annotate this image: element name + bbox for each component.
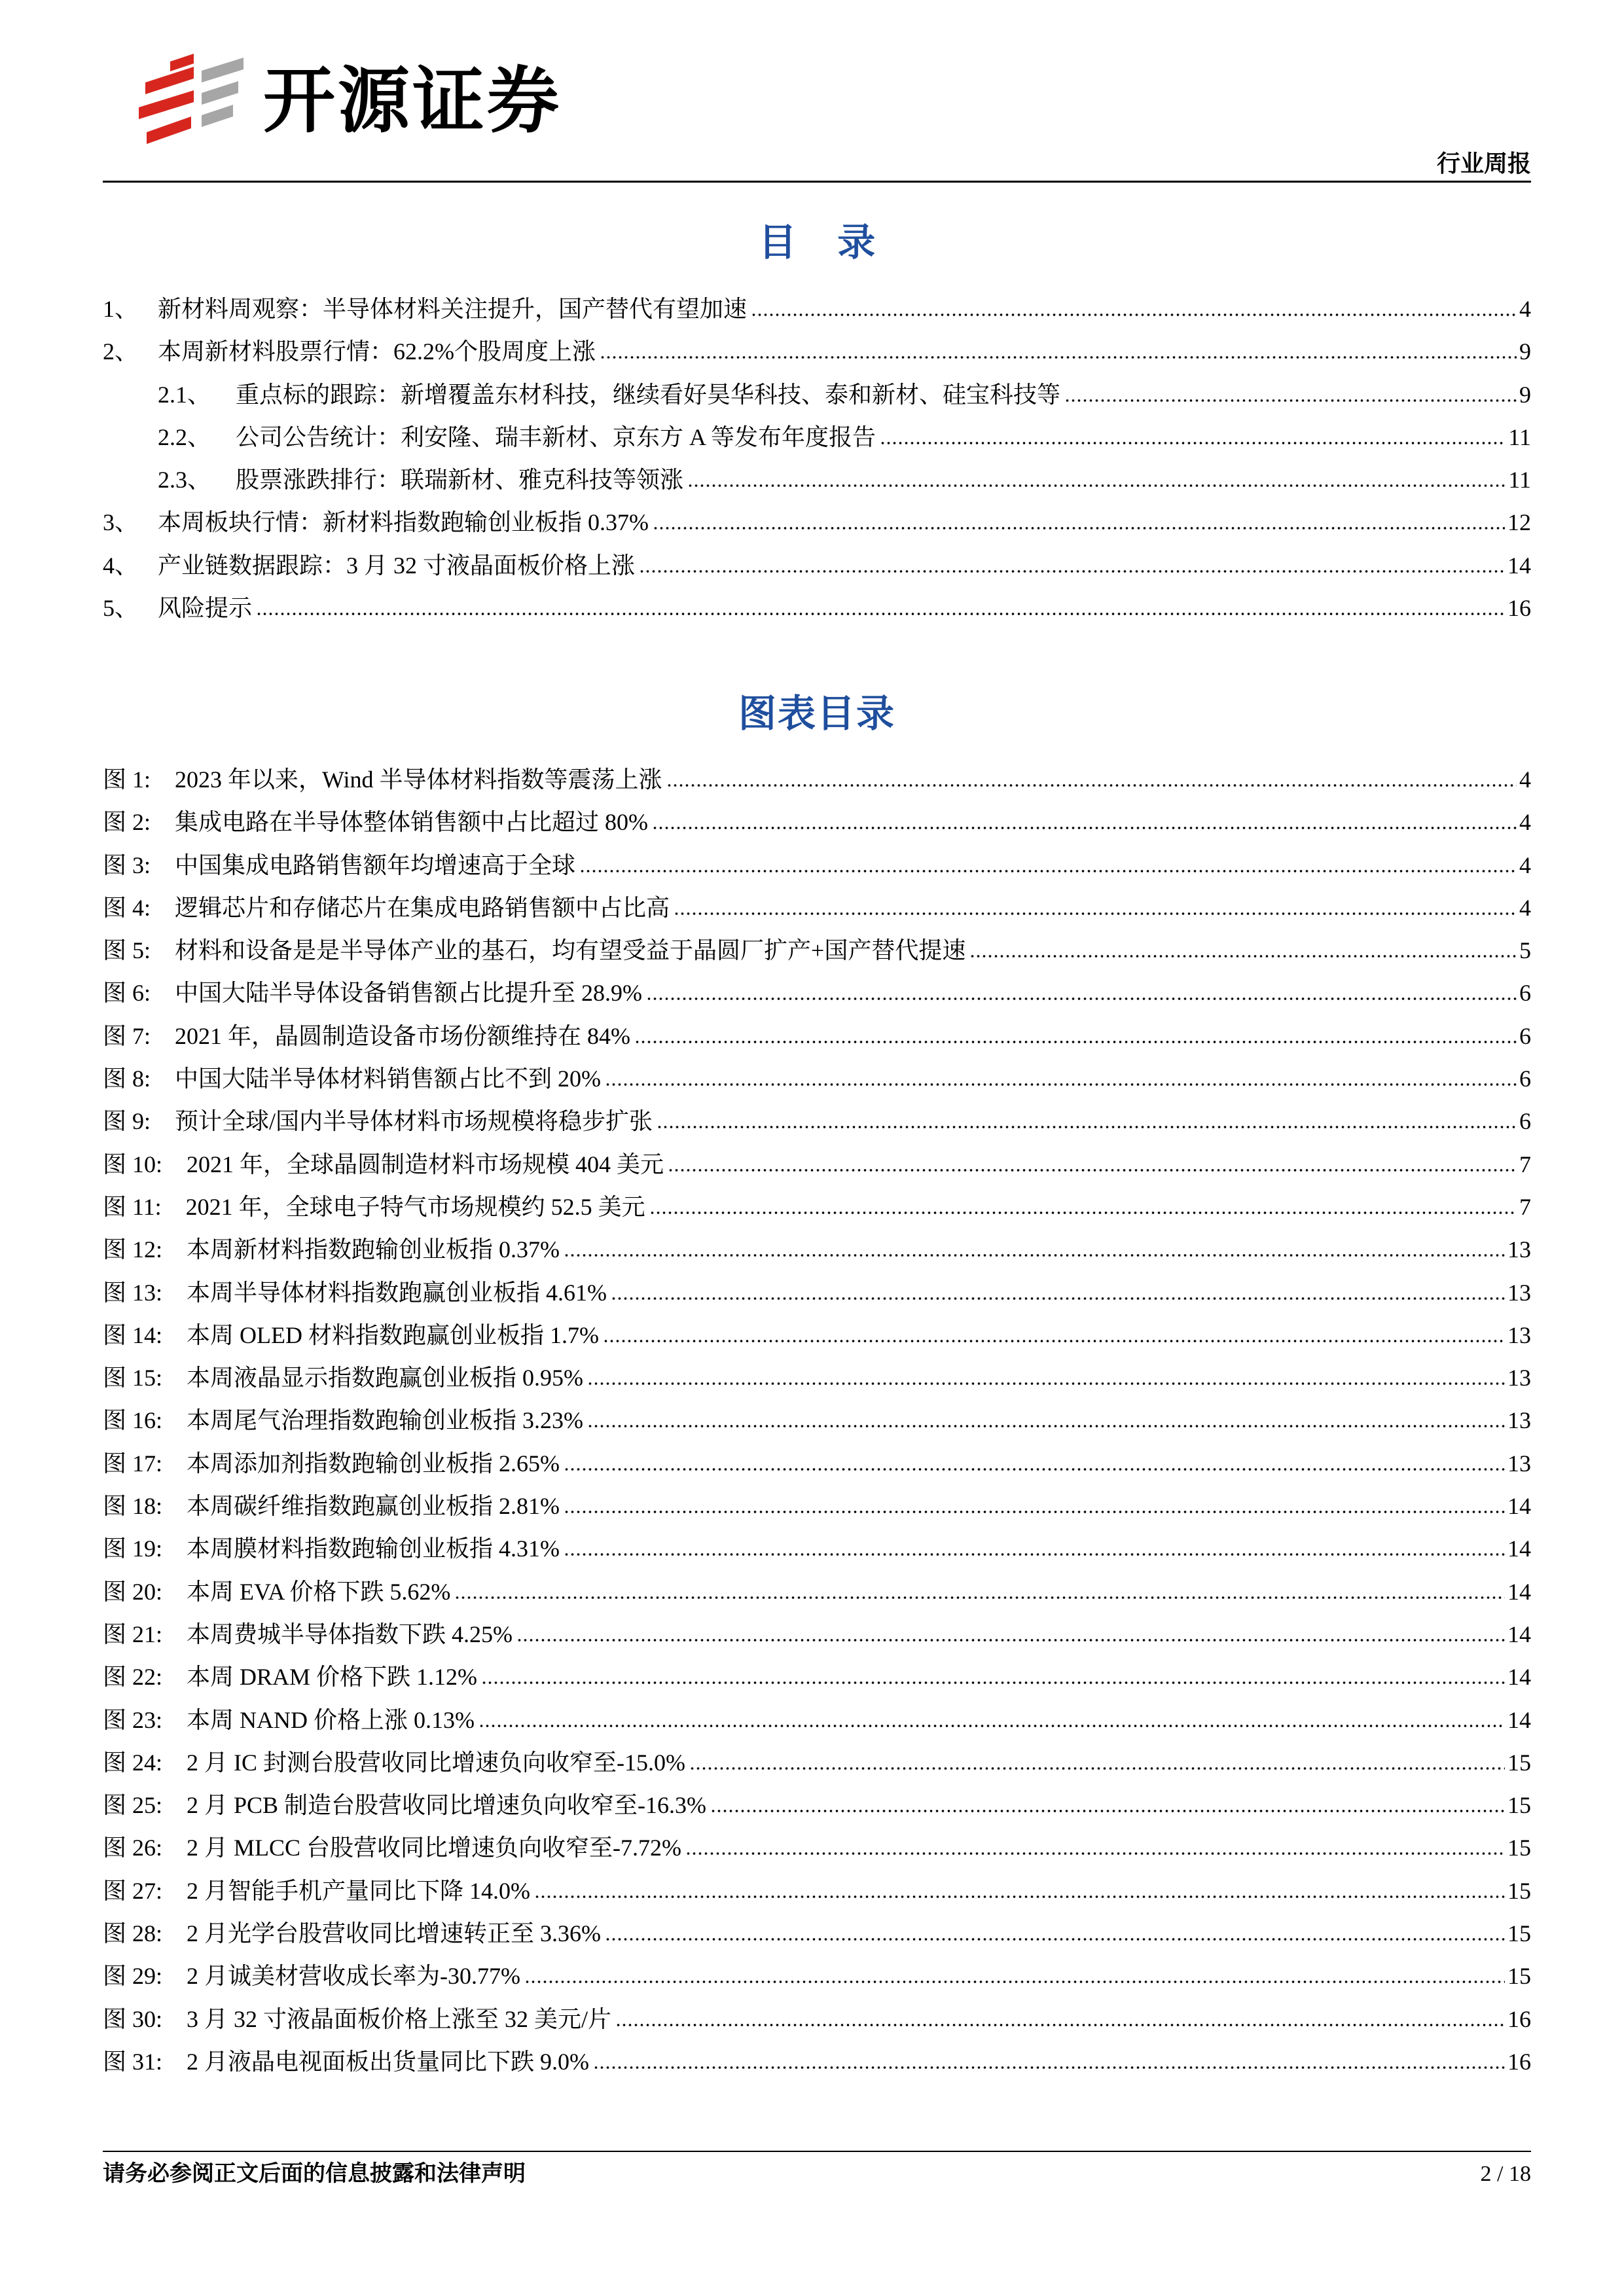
toc-item[interactable] bbox=[103, 545, 1531, 587]
figure-item-label: 图 20: bbox=[103, 1578, 163, 1605]
dot-leader bbox=[481, 1681, 1505, 1685]
header-divider bbox=[103, 181, 1531, 183]
dot-leader bbox=[639, 569, 1505, 573]
figure-item-title: 2 月诚美材营收成长率为-30.77% bbox=[187, 1963, 520, 1990]
toc-item-number: 4、 bbox=[103, 552, 139, 579]
dot-leader bbox=[600, 355, 1517, 359]
dot-leader bbox=[587, 1424, 1505, 1428]
figure-item-title: 2 月智能手机产量同比下降 14.0% bbox=[187, 1877, 531, 1904]
figure-item-label: 图 13: bbox=[103, 1279, 163, 1306]
toc-item-page: 11 bbox=[1508, 467, 1531, 493]
toc-item-number: 2.3、 bbox=[158, 467, 211, 493]
figure-item-label: 图 3: bbox=[103, 852, 151, 878]
figure-list bbox=[103, 759, 1531, 2083]
figure-item[interactable] bbox=[103, 929, 1531, 972]
toc-item-number: 3、 bbox=[103, 509, 139, 536]
dot-leader bbox=[256, 612, 1505, 616]
figure-item[interactable] bbox=[103, 844, 1531, 887]
figure-item-page: 13 bbox=[1507, 1236, 1531, 1263]
toc-item-number: 2.1、 bbox=[158, 381, 211, 408]
footer-disclaimer: 请务必参阅正文后面的信息披露和法律声明 bbox=[103, 2162, 526, 2186]
figure-item[interactable] bbox=[103, 801, 1531, 844]
figure-item-title: 逻辑芯片和存储芯片在集成电路销售额中占比高 bbox=[175, 894, 670, 921]
figure-item-label: 图 27: bbox=[103, 1877, 163, 1904]
toc-item-page: 14 bbox=[1507, 552, 1531, 579]
toc-item-page: 11 bbox=[1508, 423, 1531, 450]
dot-leader bbox=[564, 1253, 1505, 1257]
figure-item-label: 图 14: bbox=[103, 1321, 163, 1348]
figure-item-label: 图 18: bbox=[103, 1493, 163, 1520]
toc-item-title: 新材料周观察：半导体材料关注提升，国产替代有望加速 bbox=[158, 296, 748, 322]
toc-item-title: 本周新材料股票行情：62.2%个股周度上涨 bbox=[158, 338, 596, 365]
dot-leader bbox=[646, 997, 1517, 1001]
figure-item-title: 本周 EVA 价格下跌 5.62% bbox=[187, 1578, 451, 1605]
dot-leader bbox=[687, 484, 1506, 488]
dot-leader bbox=[666, 783, 1517, 787]
figure-item-label: 图 29: bbox=[103, 1963, 163, 1990]
dot-leader bbox=[880, 441, 1506, 445]
dot-leader bbox=[685, 1852, 1505, 1856]
toc-item-title: 本周板块行情：新材料指数跑输创业板指 0.37% bbox=[158, 509, 649, 536]
figure-item-title: 2 月 IC 封测台股营收同比增速负向收窄至-15.0% bbox=[187, 1749, 685, 1776]
toc-item[interactable] bbox=[103, 416, 1531, 459]
figure-item[interactable] bbox=[103, 1015, 1531, 1058]
figure-item[interactable] bbox=[103, 1955, 1531, 1998]
toc-item[interactable] bbox=[103, 459, 1531, 501]
figure-item-title: 2021 年，全球晶圆制造材料市场规模 404 美元 bbox=[187, 1151, 664, 1177]
figure-item-page: 15 bbox=[1507, 1792, 1531, 1819]
figure-item-label: 图 11: bbox=[103, 1193, 162, 1220]
toc-item[interactable] bbox=[103, 587, 1531, 630]
company-logo bbox=[139, 52, 562, 149]
figure-item[interactable] bbox=[103, 1656, 1531, 1698]
dot-leader bbox=[579, 869, 1517, 873]
figure-item[interactable] bbox=[103, 1699, 1531, 1742]
figure-item[interactable] bbox=[103, 1272, 1531, 1314]
toc-item-page: 9 bbox=[1519, 381, 1531, 408]
figure-list-title: 图表目录 bbox=[738, 692, 895, 735]
figure-item-label: 图 12: bbox=[103, 1236, 163, 1263]
figure-item-label: 图 2: bbox=[103, 809, 151, 836]
figure-item-page: 4 bbox=[1519, 809, 1531, 836]
figure-item-label: 图 23: bbox=[103, 1706, 163, 1733]
figure-item-label: 图 19: bbox=[103, 1535, 163, 1562]
toc-item-title: 股票涨跌排行：联瑞新材、雅克科技等领涨 bbox=[236, 467, 684, 493]
figure-item-page: 14 bbox=[1507, 1493, 1531, 1520]
figure-item-label: 图 10: bbox=[103, 1151, 163, 1177]
figure-item-page: 16 bbox=[1507, 2005, 1531, 2032]
logo-icon bbox=[139, 54, 244, 149]
figure-item[interactable] bbox=[103, 1399, 1531, 1442]
dot-leader bbox=[674, 912, 1517, 916]
figure-item[interactable] bbox=[103, 1143, 1531, 1186]
figure-item-title: 本周碳纤维指数跑赢创业板指 2.81% bbox=[187, 1493, 560, 1520]
figure-item[interactable] bbox=[103, 1314, 1531, 1357]
toc-item-title: 公司公告统计：利安隆、瑞丰新材、京东方 A 等发布年度报告 bbox=[236, 423, 876, 450]
figure-item-title: 中国大陆半导体材料销售额占比不到 20% bbox=[175, 1066, 602, 1092]
figure-item[interactable] bbox=[103, 1784, 1531, 1827]
toc-item-page: 9 bbox=[1519, 338, 1531, 365]
figure-item[interactable] bbox=[103, 1229, 1531, 1271]
figure-item[interactable] bbox=[103, 1058, 1531, 1100]
dot-leader bbox=[564, 1552, 1505, 1556]
figure-item-title: 2 月光学台股营收同比增速转正至 3.36% bbox=[187, 1920, 602, 1947]
figure-item-page: 13 bbox=[1507, 1450, 1531, 1477]
figure-item-title: 2021 年，晶圆制造设备市场份额维持在 84% bbox=[175, 1022, 631, 1049]
figure-item[interactable] bbox=[103, 1912, 1531, 1955]
toc-item-page: 12 bbox=[1507, 509, 1531, 536]
figure-item-page: 15 bbox=[1507, 1749, 1531, 1776]
figure-item-label: 图 25: bbox=[103, 1792, 163, 1819]
dot-leader bbox=[534, 1895, 1505, 1899]
figure-item-page: 6 bbox=[1519, 980, 1531, 1007]
figure-item-page: 15 bbox=[1507, 1877, 1531, 1904]
figure-item[interactable] bbox=[103, 1357, 1531, 1399]
page-number: 2 / 18 bbox=[1480, 2162, 1531, 2186]
toc-item-title: 产业链数据跟踪：3 月 32 寸液晶面板价格上涨 bbox=[158, 552, 636, 579]
figure-item[interactable] bbox=[103, 1571, 1531, 1613]
figure-item-page: 5 bbox=[1519, 937, 1531, 964]
figure-item-label: 图 21: bbox=[103, 1621, 163, 1647]
figure-item-title: 本周膜材料指数跑输创业板指 4.31% bbox=[187, 1535, 560, 1562]
figure-item[interactable] bbox=[103, 1186, 1531, 1229]
figure-item-label: 图 16: bbox=[103, 1407, 163, 1434]
toc-item-title: 重点标的跟踪：新增覆盖东材科技，继续看好昊华科技、泰和新材、硅宝科技等 bbox=[236, 381, 1061, 408]
figure-item-title: 2023 年以来，Wind 半导体材料指数等震荡上涨 bbox=[175, 766, 662, 793]
figure-item-page: 15 bbox=[1507, 1920, 1531, 1947]
figure-item-title: 预计全球/国内半导体材料市场规模将稳步扩张 bbox=[175, 1108, 653, 1135]
figure-item-label: 图 28: bbox=[103, 1920, 163, 1947]
figure-item[interactable] bbox=[103, 1870, 1531, 1912]
dot-leader bbox=[653, 526, 1505, 530]
figure-item-page: 14 bbox=[1507, 1578, 1531, 1605]
figure-item-title: 本周 DRAM 价格下跌 1.12% bbox=[187, 1664, 478, 1691]
figure-item-title: 3 月 32 寸液晶面板价格上涨至 32 美元/片 bbox=[187, 2005, 612, 2032]
toc-item-page: 4 bbox=[1519, 296, 1531, 322]
brand-name: 开源证券 bbox=[263, 59, 562, 143]
figure-item-page: 6 bbox=[1519, 1108, 1531, 1135]
toc-item[interactable] bbox=[103, 331, 1531, 373]
figure-item-page: 13 bbox=[1507, 1365, 1531, 1391]
figure-item-page: 4 bbox=[1519, 852, 1531, 878]
dot-leader bbox=[454, 1596, 1505, 1600]
figure-item-page: 6 bbox=[1519, 1066, 1531, 1092]
dot-leader bbox=[689, 1767, 1505, 1770]
figure-item-title: 本周尾气治理指数跑输创业板指 3.23% bbox=[187, 1407, 584, 1434]
dot-leader bbox=[564, 1510, 1505, 1514]
figure-item-page: 14 bbox=[1507, 1621, 1531, 1647]
dot-leader bbox=[649, 1211, 1517, 1215]
dot-leader bbox=[652, 826, 1517, 830]
figure-item-title: 中国大陆半导体设备销售额占比提升至 28.9% bbox=[175, 980, 643, 1007]
figure-item-label: 图 30: bbox=[103, 2005, 163, 2032]
figure-item-page: 4 bbox=[1519, 894, 1531, 921]
figure-item[interactable] bbox=[103, 2041, 1531, 2083]
figure-item-page: 4 bbox=[1519, 766, 1531, 793]
dot-leader bbox=[587, 1382, 1505, 1386]
figure-item[interactable] bbox=[103, 759, 1531, 801]
figure-item-label: 图 4: bbox=[103, 894, 151, 921]
figure-item-page: 16 bbox=[1507, 2048, 1531, 2075]
figure-item[interactable] bbox=[103, 1827, 1531, 1869]
figure-item-label: 图 15: bbox=[103, 1365, 163, 1391]
toc-list bbox=[103, 288, 1531, 630]
figure-item-label: 图 17: bbox=[103, 1450, 163, 1477]
dot-leader bbox=[710, 1809, 1505, 1813]
figure-item-title: 本周 NAND 价格上涨 0.13% bbox=[187, 1706, 475, 1733]
figure-item[interactable] bbox=[103, 1485, 1531, 1528]
figure-item-page: 13 bbox=[1507, 1321, 1531, 1348]
figure-item-page: 14 bbox=[1507, 1706, 1531, 1733]
dot-leader bbox=[611, 1297, 1505, 1300]
toc-item-number: 2、 bbox=[103, 338, 139, 365]
toc-item-number: 1、 bbox=[103, 296, 139, 322]
figure-item-title: 2 月液晶电视面板出货量同比下跌 9.0% bbox=[187, 2048, 590, 2075]
figure-item-label: 图 26: bbox=[103, 1835, 163, 1861]
figure-item[interactable] bbox=[103, 1742, 1531, 1784]
dot-leader bbox=[668, 1168, 1517, 1172]
dot-leader bbox=[751, 313, 1517, 317]
figure-item-page: 7 bbox=[1519, 1151, 1531, 1177]
figure-item-title: 集成电路在半导体整体销售额中占比超过 80% bbox=[175, 809, 649, 836]
figure-item-label: 图 31: bbox=[103, 2048, 163, 2075]
dot-leader bbox=[516, 1638, 1505, 1642]
figure-item-page: 15 bbox=[1507, 1835, 1531, 1861]
dot-leader bbox=[634, 1040, 1517, 1044]
figure-item-label: 图 7: bbox=[103, 1022, 151, 1049]
dot-leader bbox=[969, 954, 1517, 958]
toc-item-number: 5、 bbox=[103, 595, 139, 622]
figure-item-label: 图 9: bbox=[103, 1108, 151, 1135]
figure-item-page: 13 bbox=[1507, 1407, 1531, 1434]
figure-item-page: 6 bbox=[1519, 1022, 1531, 1049]
figure-item-title: 本周新材料指数跑输创业板指 0.37% bbox=[187, 1236, 560, 1263]
toc-item-title: 风险提示 bbox=[158, 595, 253, 622]
footer-divider bbox=[103, 2151, 1531, 2152]
toc-item-page: 16 bbox=[1507, 595, 1531, 622]
figure-item-page: 14 bbox=[1507, 1664, 1531, 1691]
figure-item-title: 2 月 PCB 制造台股营收同比增速负向收窄至-16.3% bbox=[187, 1792, 707, 1819]
figure-item-label: 图 6: bbox=[103, 980, 151, 1007]
figure-item-title: 本周 OLED 材料指数跑赢创业板指 1.7% bbox=[187, 1321, 599, 1348]
dot-leader bbox=[564, 1467, 1505, 1471]
figure-item-page: 14 bbox=[1507, 1535, 1531, 1562]
dot-leader bbox=[605, 1937, 1505, 1941]
figure-item-title: 本周费城半导体指数下跌 4.25% bbox=[187, 1621, 513, 1647]
dot-leader bbox=[478, 1724, 1505, 1728]
dot-leader bbox=[593, 2066, 1505, 2070]
figure-item[interactable] bbox=[103, 1613, 1531, 1656]
dot-leader bbox=[603, 1339, 1505, 1343]
figure-item-label: 图 8: bbox=[103, 1066, 151, 1092]
figure-item-title: 本周添加剂指数跑输创业板指 2.65% bbox=[187, 1450, 560, 1477]
figure-item[interactable] bbox=[103, 1528, 1531, 1570]
toc-item[interactable] bbox=[103, 374, 1531, 416]
figure-item-page: 13 bbox=[1507, 1279, 1531, 1306]
toc-item[interactable] bbox=[103, 501, 1531, 544]
toc-item-number: 2.2、 bbox=[158, 423, 211, 450]
figure-item-label: 图 24: bbox=[103, 1749, 163, 1776]
figure-item-title: 材料和设备是是半导体产业的基石，均有望受益于晶圆厂扩产+国产替代提速 bbox=[175, 937, 966, 964]
figure-item[interactable] bbox=[103, 972, 1531, 1014]
report-type-label: 行业周报 bbox=[1436, 151, 1531, 177]
figure-item-title: 本周液晶显示指数跑赢创业板指 0.95% bbox=[187, 1365, 584, 1391]
dot-leader bbox=[605, 1083, 1517, 1086]
figure-item[interactable] bbox=[103, 1998, 1531, 2041]
dot-leader bbox=[657, 1125, 1517, 1129]
figure-item-title: 中国集成电路销售额年均增速高于全球 bbox=[175, 852, 576, 878]
toc-item[interactable] bbox=[103, 288, 1531, 331]
figure-item[interactable] bbox=[103, 887, 1531, 929]
dot-leader bbox=[1064, 399, 1517, 403]
figure-item-title: 2 月 MLCC 台股营收同比增速负向收窄至-7.72% bbox=[187, 1835, 682, 1861]
toc-title: 目 录 bbox=[758, 221, 892, 264]
dot-leader bbox=[524, 1980, 1505, 1984]
dot-leader bbox=[615, 2023, 1505, 2027]
figure-item-page: 15 bbox=[1507, 1963, 1531, 1990]
figure-item[interactable] bbox=[103, 1443, 1531, 1485]
figure-item-title: 2021 年，全球电子特气市场规模约 52.5 美元 bbox=[185, 1193, 645, 1220]
figure-item-page: 7 bbox=[1519, 1193, 1531, 1220]
figure-item-title: 本周半导体材料指数跑赢创业板指 4.61% bbox=[187, 1279, 607, 1306]
figure-item-label: 图 22: bbox=[103, 1664, 163, 1691]
figure-item-label: 图 1: bbox=[103, 766, 151, 793]
figure-item[interactable] bbox=[103, 1100, 1531, 1143]
figure-item-label: 图 5: bbox=[103, 937, 151, 964]
